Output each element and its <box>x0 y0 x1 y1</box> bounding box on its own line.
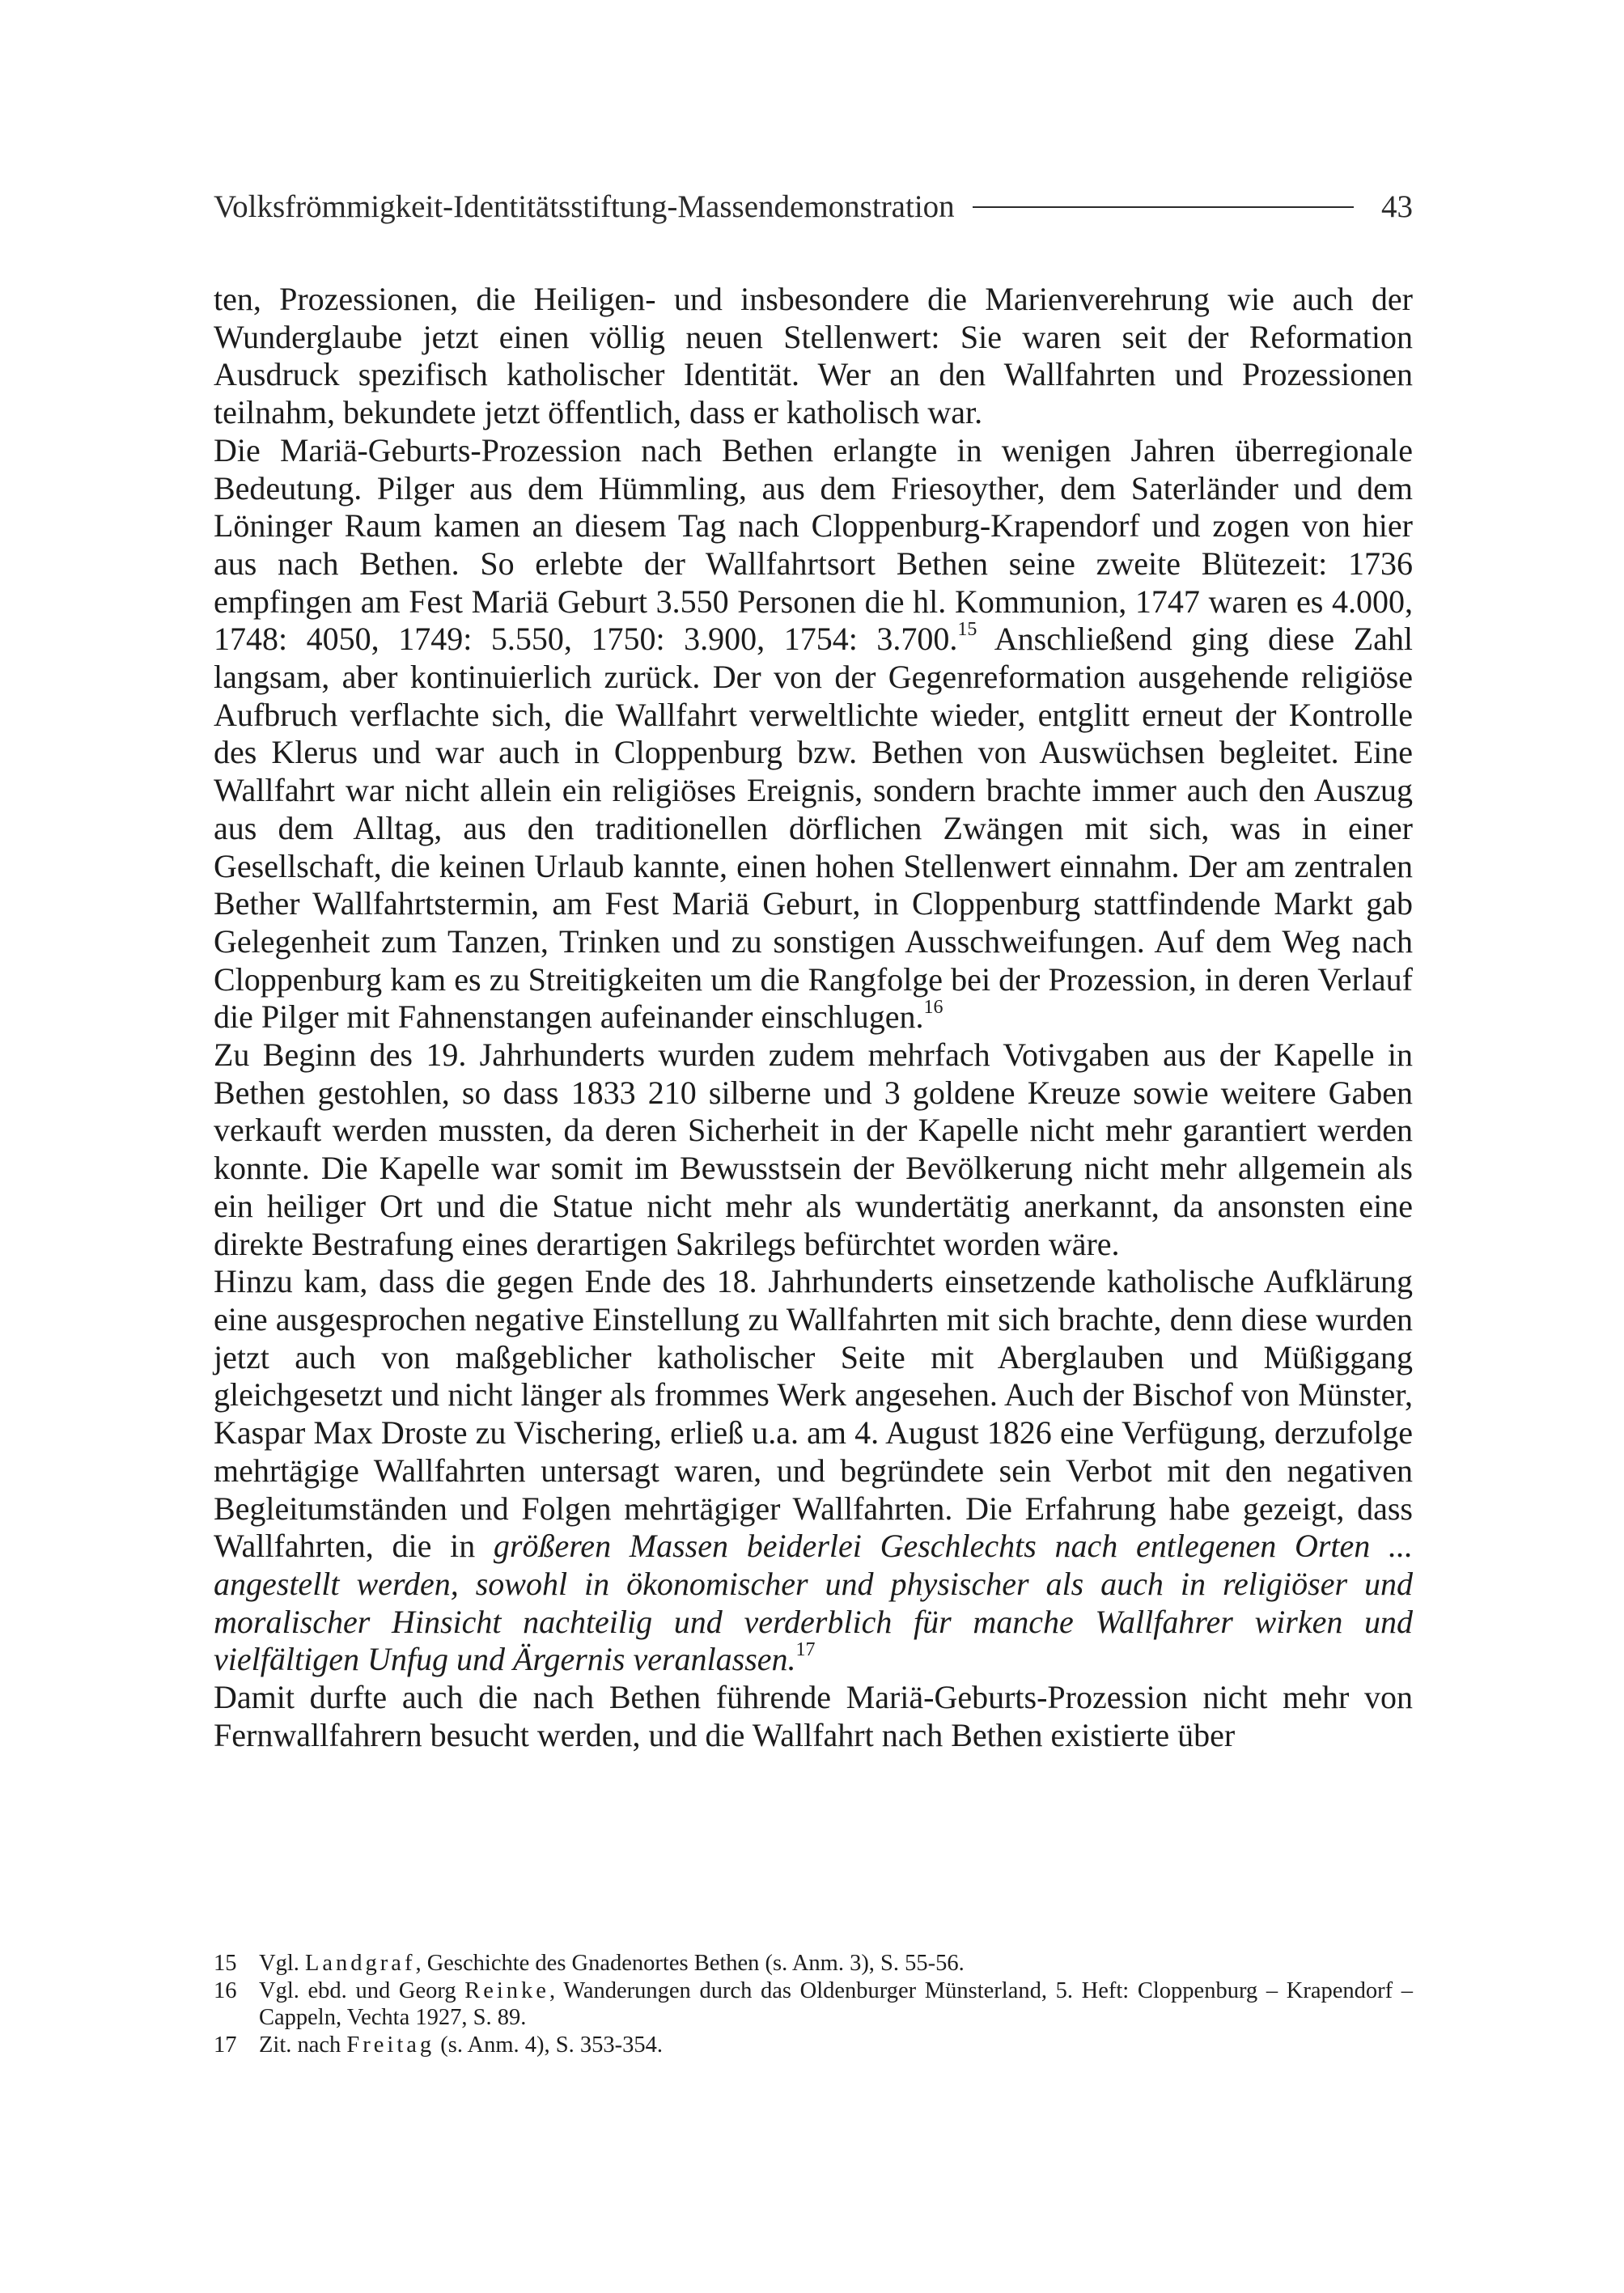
footnote-ref-15[interactable]: 15 <box>957 619 977 640</box>
paragraph-3 <box>214 1036 1413 1263</box>
footnote-number: 15 <box>214 1951 237 1976</box>
footnote-text: Vgl. ebd. und Georg Reinke, Wanderungen durch das Oldenburger Münsterland, 5. Heft: Cloppenburg – Krapendorf – Cappeln, Vechta 1927, S. 89. <box>259 1978 1414 2030</box>
paragraph-2-text-b: Anschließend ging diese Zahl langsam, aber kontinuierlich zurück. Der von der Gegenreformation ausgehende religiöse Aufbruch verflachte sich, die Wallfahrt verweltlichte wieder, entglitt erneut der Kontrolle des Klerus und war auch in Cloppenburg bzw. Bethen von Auswüchsen begleitet. Eine Wallfahrt war nicht allein ein religiöses Ereignis, sondern brachte immer auch den Auszug aus dem Alltag, aus den traditionellen dörflichen Zwängen mit sich, was in einer Gesellschaft, die keinen Urlaub kannte, einen hohen Stellenwert einnahm. Der am zentralen Bether Wallfahrtstermin, am Fest Mariä Geburt, in Cloppenburg stattfindende Markt gab Gelegenheit zum Tanzen, Trinken und zu sonstigen Ausschweifungen. Auf dem Weg nach Cloppenburg kam es zu Streitigkeiten um die Rangfolge bei der Prozession, in deren Verlauf die Pilger mit Fahnenstangen aufeinander einschlugen. <box>214 621 1413 1036</box>
footnote-16 <box>214 1977 1413 2031</box>
footnote-author: Reinke <box>464 1978 549 2003</box>
running-title: Volksfrömmigkeit-Identitätsstiftung-Massendemonstration <box>214 189 955 224</box>
paragraph-1-text: ten, Prozessionen, die Heiligen- und insbesondere die Marienverehrung wie auch der Wunderglaube jetzt einen völlig neuen Stellenwert: Sie waren seit der Reformation Ausdruck spezifisch katholischer Identität. Wer an den Wallfahrten und Prozessionen teilnahm, bekundete jetzt öffentlich, dass er katholisch war. <box>214 281 1413 431</box>
paragraph-4-text: Hinzu kam, dass die gegen Ende des 18. Jahrhunderts einsetzende katholische Aufklärung eine ausgesprochen negative Einstellung zu Wallfahrten mit sich brachte, denn diese wurden jetzt auch von maßgeblicher katholischer Seite mit Aberglauben und Müßiggang gleichgesetzt und nicht länger als frommes Werk angesehen. Auch der Bischof von Münster, Kaspar Max Droste zu Vischering, erließ u.a. am 4. August 1826 eine Verfügung, derzufolge mehrtägige Wallfahrten untersagt waren, und begründete sein Verbot mit den negativen Begleitumständen und Folgen mehrtägiger Wallfahrten. Die Erfahrung habe gezeigt, dass Wallfahrten, die in <box>214 1263 1413 1565</box>
paragraph-4 <box>214 1263 1413 1679</box>
footnote-17 <box>214 2032 1413 2058</box>
bishop-decree-quote: größeren Massen beiderlei Geschlechts nach entlegenen Orten ... angestellt werden, sowohl in ökonomischer und physischer als auch in religiöser und moralischer Hinsicht nachteilig und verderblich für manche Wallfahrer wirken und vielfältigen Unfug und Ärgernis veranlassen. <box>214 1528 1413 1678</box>
main-text <box>214 281 1413 1754</box>
paragraph-3-text: Zu Beginn des 19. Jahrhunderts wurden zudem mehrfach Votivgaben aus der Kapelle in Bethen gestohlen, so dass 1833 210 silberne und 3 goldene Kreuze sowie weitere Gaben verkauft werden mussten, da deren Sicherheit in der Kapelle nicht mehr garantiert werden konnte. Die Kapelle war somit im Bewusstsein der Bevölkerung nicht mehr allgemein als ein heiliger Ort und die Statue nicht mehr als wundertätig anerkannt, da ansonsten eine direkte Bestrafung eines derartigen Sakrilegs befürchtet worden wäre. <box>214 1036 1413 1262</box>
paragraph-2 <box>214 432 1413 1036</box>
footnote-author: Freitag <box>346 2032 435 2058</box>
page-number: 43 <box>1381 189 1413 224</box>
footnote-number: 17 <box>214 2032 237 2058</box>
footnote-15 <box>214 1950 1413 1977</box>
header-rule <box>973 206 1354 208</box>
footnote-number: 16 <box>214 1978 237 2003</box>
footnote-text: Zit. nach Freitag (s. Anm. 4), S. 353-354. <box>259 2032 663 2058</box>
footnote-ref-16[interactable]: 16 <box>923 997 943 1019</box>
paragraph-1 <box>214 281 1413 432</box>
footnote-text: Vgl. Landgraf, Geschichte des Gnadenortes Bethen (s. Anm. 3), S. 55-56. <box>259 1951 965 1976</box>
paragraph-5-text: Damit durfte auch die nach Bethen führende Mariä-Geburts-Prozession nicht mehr von Fernwallfahrern besucht werden, und die Wallfahrt nach Bethen existierte über <box>214 1679 1413 1753</box>
footnote-author: Landgraf <box>305 1951 416 1976</box>
paragraph-5 <box>214 1679 1413 1754</box>
page-header <box>214 183 1413 231</box>
footnotes <box>214 1950 1413 2059</box>
footnote-ref-17[interactable]: 17 <box>795 1638 816 1660</box>
paragraph-2-text-a: Die Mariä-Geburts-Prozession nach Bethen erlangte in wenigen Jahren überregionale Bedeutung. Pilger aus dem Hümmling, aus dem Friesoyther, dem Saterländer und dem Löninger Raum kamen an diesem Tag nach Cloppenburg-Krapendorf und zogen von hier aus nach Bethen. So erlebte der Wallfahrtsort Bethen seine zweite Blütezeit: 1736 empfingen am Fest Mariä Geburt 3.550 Personen die hl. Kommunion, 1747 waren es 4.000, 1748: 4050, 1749: 5.550, 1750: 3.900, 1754: 3.700. <box>214 431 1413 658</box>
